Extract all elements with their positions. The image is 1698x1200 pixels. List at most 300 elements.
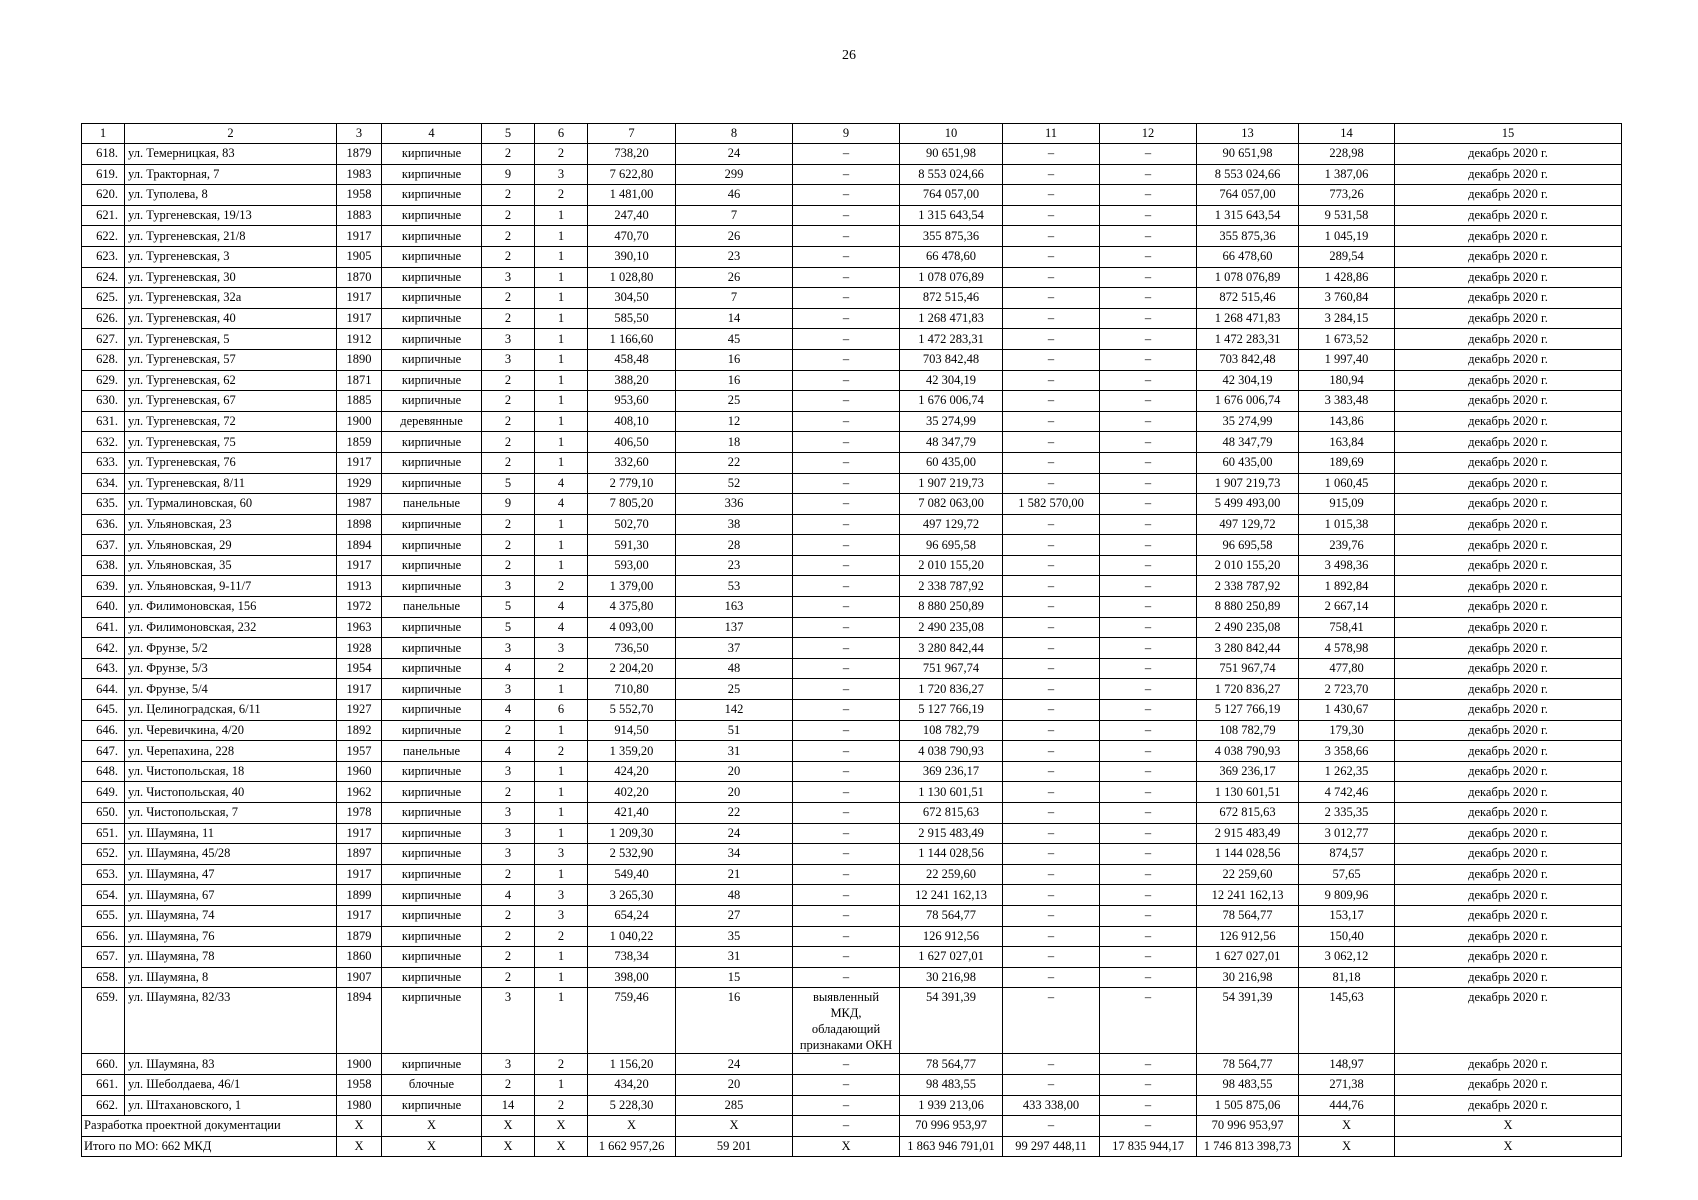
table-cell: 2 <box>482 391 535 412</box>
table-row <box>82 658 1622 679</box>
table-cell: – <box>793 967 900 988</box>
table-cell: 388,20 <box>588 370 676 391</box>
table-cell: декабрь 2020 г. <box>1395 617 1622 638</box>
table-cell: декабрь 2020 г. <box>1395 844 1622 865</box>
table-cell: панельные <box>382 494 482 515</box>
table-cell: 658. <box>82 967 125 988</box>
table-cell: – <box>1003 803 1100 824</box>
table-cell: 1 262,35 <box>1299 761 1395 782</box>
table-cell: 2 010 155,20 <box>900 555 1003 576</box>
table-cell: 1 481,00 <box>588 185 676 206</box>
table-cell: 1 166,60 <box>588 329 676 350</box>
table-cell: 2 <box>482 432 535 453</box>
table-cell: 108 782,79 <box>1197 720 1299 741</box>
table-cell: 1890 <box>337 349 382 370</box>
table-cell: 1883 <box>337 205 382 226</box>
table-cell: – <box>1003 864 1100 885</box>
table-cell: 98 483,55 <box>900 1074 1003 1095</box>
table-cell: 1917 <box>337 679 382 700</box>
table-cell: X <box>382 1116 482 1137</box>
table-cell: – <box>1003 185 1100 206</box>
table-cell: 635. <box>82 494 125 515</box>
table-cell: декабрь 2020 г. <box>1395 329 1622 350</box>
table-cell: декабрь 2020 г. <box>1395 926 1622 947</box>
table-cell: ул. Шаумяна, 67 <box>125 885 337 906</box>
table-cell: кирпичные <box>382 679 482 700</box>
table-cell: – <box>1003 679 1100 700</box>
table-cell: 228,98 <box>1299 144 1395 165</box>
table-cell: – <box>1003 288 1100 309</box>
table-cell: – <box>1003 1074 1100 1095</box>
table-cell: 2 <box>535 926 588 947</box>
table-cell: 2 <box>482 288 535 309</box>
table-cell: 1 863 946 791,01 <box>900 1136 1003 1157</box>
table-cell: Разработка проектной документации <box>82 1116 337 1137</box>
table-cell: 477,80 <box>1299 658 1395 679</box>
table-cell: 1859 <box>337 432 382 453</box>
table-cell: 1917 <box>337 555 382 576</box>
table-cell: 2 <box>535 576 588 597</box>
table-cell: 645. <box>82 700 125 721</box>
table-cell: 3 <box>482 267 535 288</box>
table-cell: – <box>793 349 900 370</box>
table-cell: кирпичные <box>382 1095 482 1116</box>
table-cell: кирпичные <box>382 452 482 473</box>
table-cell: 4 742,46 <box>1299 782 1395 803</box>
table-cell: 408,10 <box>588 411 676 432</box>
table-cell: 1860 <box>337 947 382 968</box>
table-cell: 502,70 <box>588 514 676 535</box>
table-cell: – <box>793 370 900 391</box>
table-cell: 3 <box>535 638 588 659</box>
table-cell: ул. Шаумяна, 45/28 <box>125 844 337 865</box>
table-cell: кирпичные <box>382 905 482 926</box>
table-cell: 60 435,00 <box>1197 452 1299 473</box>
table-cell: выявленный МКД, обладающий признаками ОКН <box>793 988 900 1054</box>
table-cell: 13 <box>1197 124 1299 144</box>
table-cell: 98 483,55 <box>1197 1074 1299 1095</box>
table-cell: декабрь 2020 г. <box>1395 864 1622 885</box>
table-cell: 8 880 250,89 <box>900 597 1003 618</box>
table-cell: 2 <box>482 967 535 988</box>
table-cell: – <box>793 514 900 535</box>
table-cell: 4 <box>482 885 535 906</box>
table-cell: 4 038 790,93 <box>900 741 1003 762</box>
table-cell: ул. Тургеневская, 75 <box>125 432 337 453</box>
table-row <box>82 226 1622 247</box>
table-cell: 872 515,46 <box>1197 288 1299 309</box>
table-cell: – <box>1003 370 1100 391</box>
table-cell: 634. <box>82 473 125 494</box>
table-cell: – <box>1003 205 1100 226</box>
table-row <box>82 617 1622 638</box>
table-cell: – <box>1100 905 1197 926</box>
table-cell: – <box>1100 576 1197 597</box>
table-cell: 1871 <box>337 370 382 391</box>
table-cell: 1 060,45 <box>1299 473 1395 494</box>
table-cell: – <box>793 411 900 432</box>
table-cell: 163 <box>676 597 793 618</box>
table-cell: декабрь 2020 г. <box>1395 1054 1622 1075</box>
table-cell: – <box>1100 452 1197 473</box>
table-cell: декабрь 2020 г. <box>1395 658 1622 679</box>
table-cell: 1958 <box>337 1074 382 1095</box>
table-cell: X <box>1299 1136 1395 1157</box>
table-cell: 1928 <box>337 638 382 659</box>
table-cell: 2 915 483,49 <box>900 823 1003 844</box>
table-summary-row <box>82 1136 1622 1157</box>
table-cell: 1 315 643,54 <box>1197 205 1299 226</box>
table-cell: 7 <box>676 288 793 309</box>
table-cell: 1 <box>535 720 588 741</box>
table-cell: – <box>1100 473 1197 494</box>
table-cell: 5 <box>482 597 535 618</box>
table-row <box>82 473 1622 494</box>
table-cell: 15 <box>1395 124 1622 144</box>
table-cell: декабрь 2020 г. <box>1395 947 1622 968</box>
table-cell: 285 <box>676 1095 793 1116</box>
table-cell: 3 <box>535 905 588 926</box>
table-row <box>82 535 1622 556</box>
table-cell: ул. Шаумяна, 74 <box>125 905 337 926</box>
table-cell: панельные <box>382 741 482 762</box>
table-cell: – <box>793 885 900 906</box>
table-cell: ул. Ульяновская, 9-11/7 <box>125 576 337 597</box>
table-cell: 1 <box>535 246 588 267</box>
table-cell: декабрь 2020 г. <box>1395 988 1622 1054</box>
table-cell: кирпичные <box>382 555 482 576</box>
table-cell: 651. <box>82 823 125 844</box>
table-cell: декабрь 2020 г. <box>1395 905 1622 926</box>
table-cell: – <box>1100 926 1197 947</box>
table-cell: 1 939 213,06 <box>900 1095 1003 1116</box>
table-cell: – <box>793 679 900 700</box>
table-cell: – <box>793 246 900 267</box>
table-cell: ул. Черепахина, 228 <box>125 741 337 762</box>
table-cell: 2 204,20 <box>588 658 676 679</box>
table-cell: – <box>1100 988 1197 1054</box>
table-cell: 398,00 <box>588 967 676 988</box>
table-cell: 355 875,36 <box>1197 226 1299 247</box>
table-cell: 2 335,35 <box>1299 803 1395 824</box>
table-cell: 642. <box>82 638 125 659</box>
table-cell: декабрь 2020 г. <box>1395 226 1622 247</box>
table-cell: – <box>793 555 900 576</box>
table-cell: 90 651,98 <box>900 144 1003 165</box>
table-cell: 3 <box>535 885 588 906</box>
table-cell: 633. <box>82 452 125 473</box>
table-cell: 126 912,56 <box>1197 926 1299 947</box>
table-cell: кирпичные <box>382 205 482 226</box>
table-cell: 1 209,30 <box>588 823 676 844</box>
table-cell: 30 216,98 <box>1197 967 1299 988</box>
table-cell: 23 <box>676 555 793 576</box>
table-cell: ул. Тургеневская, 3 <box>125 246 337 267</box>
table-cell: 1 <box>535 967 588 988</box>
table-cell: 444,76 <box>1299 1095 1395 1116</box>
table-cell: 627. <box>82 329 125 350</box>
table-cell: 8 553 024,66 <box>900 164 1003 185</box>
table-cell: 66 478,60 <box>1197 246 1299 267</box>
table-cell: 1 676 006,74 <box>900 391 1003 412</box>
table-row <box>82 494 1622 515</box>
table-cell: 1 907 219,73 <box>1197 473 1299 494</box>
table-cell: декабрь 2020 г. <box>1395 267 1622 288</box>
table-cell: 1980 <box>337 1095 382 1116</box>
table-cell: 2 <box>482 226 535 247</box>
table-cell: – <box>793 288 900 309</box>
table-cell: 1978 <box>337 803 382 824</box>
table-cell: – <box>793 617 900 638</box>
table-row <box>82 947 1622 968</box>
table-cell: декабрь 2020 г. <box>1395 823 1622 844</box>
table-cell: 42 304,19 <box>900 370 1003 391</box>
table-cell: 2 490 235,08 <box>1197 617 1299 638</box>
table-cell: 2 <box>482 185 535 206</box>
table-cell: – <box>1100 514 1197 535</box>
table-cell: 631. <box>82 411 125 432</box>
table-cell: 16 <box>676 370 793 391</box>
table-cell: 628. <box>82 349 125 370</box>
table-row <box>82 638 1622 659</box>
table-summary-row <box>82 1116 1622 1137</box>
table-cell: декабрь 2020 г. <box>1395 494 1622 515</box>
table-cell: 1 673,52 <box>1299 329 1395 350</box>
table-cell: ул. Тургеневская, 30 <box>125 267 337 288</box>
table-cell: 1958 <box>337 185 382 206</box>
table-cell: 1 078 076,89 <box>900 267 1003 288</box>
table-cell: – <box>1003 741 1100 762</box>
buildings-table <box>81 123 1622 1157</box>
table-cell: 1905 <box>337 246 382 267</box>
table-cell: X <box>793 1136 900 1157</box>
table-cell: ул. Фрунзе, 5/2 <box>125 638 337 659</box>
table-cell: 624. <box>82 267 125 288</box>
table-cell: 2 <box>482 411 535 432</box>
table-cell: декабрь 2020 г. <box>1395 967 1622 988</box>
table-cell: 20 <box>676 782 793 803</box>
table-cell: 872 515,46 <box>900 288 1003 309</box>
table-cell: 1 040,22 <box>588 926 676 947</box>
table-cell: 2 490 235,08 <box>900 617 1003 638</box>
table-cell: ул. Филимоновская, 232 <box>125 617 337 638</box>
table-cell: 145,63 <box>1299 988 1395 1054</box>
table-cell: 662. <box>82 1095 125 1116</box>
table-cell: – <box>1003 823 1100 844</box>
table-cell: 54 391,39 <box>1197 988 1299 1054</box>
table-cell: 2 <box>482 452 535 473</box>
table-cell: 9 <box>482 164 535 185</box>
table-cell: 17 835 944,17 <box>1100 1136 1197 1157</box>
table-cell: 3 498,36 <box>1299 555 1395 576</box>
table-cell: кирпичные <box>382 246 482 267</box>
table-cell: 738,20 <box>588 144 676 165</box>
table-cell: 3 358,66 <box>1299 741 1395 762</box>
table-cell: декабрь 2020 г. <box>1395 370 1622 391</box>
table-cell: 632. <box>82 432 125 453</box>
table-cell: – <box>1100 823 1197 844</box>
table-cell: 1954 <box>337 658 382 679</box>
table-cell: – <box>793 844 900 865</box>
table-cell: кирпичные <box>382 947 482 968</box>
table-cell: 1 <box>535 555 588 576</box>
table-cell: кирпичные <box>382 823 482 844</box>
table-cell: – <box>1003 164 1100 185</box>
table-cell: 153,17 <box>1299 905 1395 926</box>
table-cell: 874,57 <box>1299 844 1395 865</box>
table-row <box>82 967 1622 988</box>
table-cell: 3 280 842,44 <box>1197 638 1299 659</box>
table-cell: 1 627 027,01 <box>1197 947 1299 968</box>
table-cell: – <box>793 638 900 659</box>
table-cell: 2 667,14 <box>1299 597 1395 618</box>
table-cell: ул. Черевичкина, 4/20 <box>125 720 337 741</box>
table-cell: ул. Чистопольская, 40 <box>125 782 337 803</box>
table-cell: – <box>793 452 900 473</box>
table-cell: – <box>1100 349 1197 370</box>
table-cell: 48 <box>676 658 793 679</box>
table-cell: 2 779,10 <box>588 473 676 494</box>
table-cell: 189,69 <box>1299 452 1395 473</box>
table-cell: декабрь 2020 г. <box>1395 473 1622 494</box>
table-cell: кирпичные <box>382 1054 482 1075</box>
table-cell: 5 228,30 <box>588 1095 676 1116</box>
table-cell: 3 <box>535 164 588 185</box>
table-cell: 7 622,80 <box>588 164 676 185</box>
table-cell: 2 <box>482 535 535 556</box>
table-cell: 1 045,19 <box>1299 226 1395 247</box>
table-cell: кирпичные <box>382 988 482 1054</box>
table-cell: ул. Ульяновская, 35 <box>125 555 337 576</box>
table-cell: – <box>793 164 900 185</box>
table-cell: – <box>1100 967 1197 988</box>
table-cell: ул. Тургеневская, 57 <box>125 349 337 370</box>
table-cell: 369 236,17 <box>1197 761 1299 782</box>
table-cell: 644. <box>82 679 125 700</box>
table-cell: 20 <box>676 1074 793 1095</box>
table-cell: 15 <box>676 967 793 988</box>
table-cell: 1 <box>535 864 588 885</box>
table-cell: – <box>793 576 900 597</box>
table-cell: – <box>793 267 900 288</box>
table-cell: 653. <box>82 864 125 885</box>
table-cell: 12 241 162,13 <box>1197 885 1299 906</box>
table-cell: кирпичные <box>382 658 482 679</box>
table-cell: 1917 <box>337 288 382 309</box>
table-cell: 630. <box>82 391 125 412</box>
table-cell: 8 880 250,89 <box>1197 597 1299 618</box>
table-cell: 1870 <box>337 267 382 288</box>
table-cell: 1 662 957,26 <box>588 1136 676 1157</box>
table-cell: 3 <box>482 679 535 700</box>
table-cell: 4 375,80 <box>588 597 676 618</box>
table-cell: – <box>1100 308 1197 329</box>
table-cell: – <box>793 1054 900 1075</box>
table-cell: 1 472 283,31 <box>900 329 1003 350</box>
table-cell: 22 259,60 <box>1197 864 1299 885</box>
table-cell: – <box>1003 638 1100 659</box>
table-cell: декабрь 2020 г. <box>1395 535 1622 556</box>
table-cell: 1 <box>535 803 588 824</box>
table-row <box>82 432 1622 453</box>
table-cell: – <box>793 597 900 618</box>
table-cell: – <box>1100 432 1197 453</box>
table-cell: 953,60 <box>588 391 676 412</box>
table-cell: – <box>1100 185 1197 206</box>
table-cell: X <box>676 1116 793 1137</box>
table-cell: 618. <box>82 144 125 165</box>
table-cell: 636. <box>82 514 125 535</box>
table-cell: 18 <box>676 432 793 453</box>
table-cell: 1913 <box>337 576 382 597</box>
table-cell: 12 241 162,13 <box>900 885 1003 906</box>
table-cell: кирпичные <box>382 288 482 309</box>
table-cell: 672 815,63 <box>1197 803 1299 824</box>
table-cell: 758,41 <box>1299 617 1395 638</box>
table-cell: – <box>1003 576 1100 597</box>
table-cell: 27 <box>676 905 793 926</box>
table-cell: 402,20 <box>588 782 676 803</box>
table-cell: 5 127 766,19 <box>900 700 1003 721</box>
table-cell: кирпичные <box>382 761 482 782</box>
table-cell: 2 <box>535 658 588 679</box>
table-cell: – <box>1100 535 1197 556</box>
table-cell: 1907 <box>337 967 382 988</box>
table-cell: 1897 <box>337 844 382 865</box>
table-cell: – <box>793 864 900 885</box>
table-cell: 1 430,67 <box>1299 700 1395 721</box>
table-cell: 1 505 875,06 <box>1197 1095 1299 1116</box>
table-cell: ул. Чистопольская, 18 <box>125 761 337 782</box>
table-row <box>82 679 1622 700</box>
table-cell: 25 <box>676 391 793 412</box>
table-cell: – <box>793 1116 900 1137</box>
table-row <box>82 288 1622 309</box>
table-cell: – <box>793 329 900 350</box>
table-cell: кирпичные <box>382 144 482 165</box>
table-cell: 48 <box>676 885 793 906</box>
table-cell: – <box>1100 885 1197 906</box>
table-cell: ул. Штахановского, 1 <box>125 1095 337 1116</box>
table-cell: 24 <box>676 1054 793 1075</box>
table-cell: 52 <box>676 473 793 494</box>
table-cell: 14 <box>676 308 793 329</box>
table-cell: 1 <box>535 1074 588 1095</box>
table-cell: 6 <box>535 700 588 721</box>
table-cell: ул. Тургеневская, 76 <box>125 452 337 473</box>
table-cell: декабрь 2020 г. <box>1395 597 1622 618</box>
table-cell: ул. Филимоновская, 156 <box>125 597 337 618</box>
table-row <box>82 329 1622 350</box>
table-cell: 764 057,00 <box>900 185 1003 206</box>
table-cell: 299 <box>676 164 793 185</box>
table-cell: декабрь 2020 г. <box>1395 1095 1622 1116</box>
table-cell: 59 201 <box>676 1136 793 1157</box>
table-cell: – <box>1100 288 1197 309</box>
table-cell: 38 <box>676 514 793 535</box>
table-cell: 649. <box>82 782 125 803</box>
table-cell: – <box>1003 947 1100 968</box>
table-cell: 78 564,77 <box>1197 1054 1299 1075</box>
table-cell: кирпичные <box>382 700 482 721</box>
table-cell: – <box>1003 432 1100 453</box>
table-cell: 3 265,30 <box>588 885 676 906</box>
table-cell: 60 435,00 <box>900 452 1003 473</box>
table-cell: 433 338,00 <box>1003 1095 1100 1116</box>
table-cell: – <box>1100 782 1197 803</box>
table-cell: 759,46 <box>588 988 676 1054</box>
table-row <box>82 1095 1622 1116</box>
